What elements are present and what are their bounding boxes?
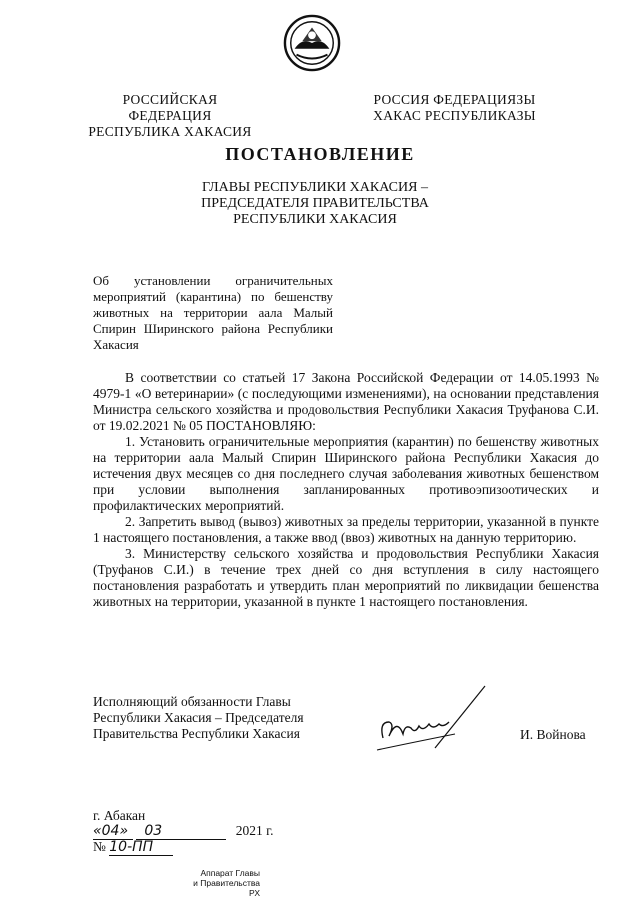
header-left-line1: РОССИЙСКАЯ ФЕДЕРАЦИЯ xyxy=(122,92,218,123)
place-of-issue: г. Абакан xyxy=(93,808,146,823)
signatory-line3: Правительства Республики Хакасия xyxy=(93,726,300,741)
republic-emblem-icon xyxy=(283,14,341,72)
handwritten-signature xyxy=(375,678,495,768)
header-right xyxy=(372,92,537,124)
signatory-line2: Республики Хакасия – Председателя xyxy=(93,710,304,725)
body-paragraph-preamble: В соответствии со статьей 17 Закона Российской Федерации от 14.05.1993 № 4979-1 «О ветеринарии» (с последующими изменениями), на основании представления Министра сельского хозяйства и продовольствия Республики Хакасия Труфанова С.И. от 19.02.2021 № 05 ПОСТАНОВЛЯЮ: xyxy=(93,370,599,433)
header-left-line2: РЕСПУБЛИКА ХАКАСИЯ xyxy=(88,124,252,139)
number-prefix: № xyxy=(93,839,106,854)
registration-stamp xyxy=(180,868,260,898)
stamp-line1: Аппарат Главы xyxy=(200,868,260,878)
document-body xyxy=(93,370,599,610)
stamp-line2: и Правительства РХ xyxy=(193,878,260,898)
document-title: ПОСТАНОВЛЕНИЕ xyxy=(225,144,415,164)
document-subtitle xyxy=(150,180,480,228)
document-subject: Об установлении ограничительных мероприятий (карантина) по бешенству животных на территории аала Малый Спирин Ширинского района Республики Хакасия xyxy=(93,273,333,352)
header-left xyxy=(80,92,260,140)
signatory-name: И. Войнова xyxy=(520,727,586,742)
document-number-row xyxy=(93,839,173,856)
subtitle-line3: РЕСПУБЛИКИ ХАКАСИЯ xyxy=(233,212,397,227)
signatory-line1: Исполняющий обязанности Главы xyxy=(93,694,291,709)
date-row xyxy=(93,823,274,840)
date-month: 03 xyxy=(136,823,226,840)
body-paragraph-3: 3. Министерству сельского хозяйства и продовольствия Республики Хакасия (Труфанов С.И.) в течение трех дней со дня вступления в силу настоящего постановления разработать и утвердить план мероприятий по ликвидации бешенства животных на территории, указанной в пункте 1 настоящего постановления. xyxy=(93,546,599,609)
subtitle-line2: ПРЕДСЕДАТЕЛЯ ПРАВИТЕЛЬСТВА xyxy=(201,196,429,211)
subtitle-line1: ГЛАВЫ РЕСПУБЛИКИ ХАКАСИЯ – xyxy=(202,180,428,195)
signatory-title xyxy=(93,694,343,742)
date-year: 2021 г. xyxy=(235,823,274,838)
body-paragraph-2: 2. Запретить вывод (вывоз) животных за пределы территории, указанной в пункте 1 настоящего постановления, а также ввод (ввоз) животных на данную территорию. xyxy=(93,514,599,545)
body-paragraph-1: 1. Установить ограничительные мероприятия (карантин) по бешенству животных на территории аала Малый Спирин Ширинского района Республики Хакасия до истечения двух месяцев со дня последнего случая заболевания животных бешенством при условии выполнения запланированных противоэпизоотических и профилактических мероприятий. xyxy=(93,434,599,513)
header-right-line1: РОССИЯ ФЕДЕРАЦИЯЗЫ xyxy=(373,92,536,107)
document-number: 10-ПП xyxy=(109,839,173,856)
date-day: «04» xyxy=(93,823,133,840)
header-right-line2: ХАКАС РЕСПУБЛИКАЗЫ xyxy=(373,108,536,123)
